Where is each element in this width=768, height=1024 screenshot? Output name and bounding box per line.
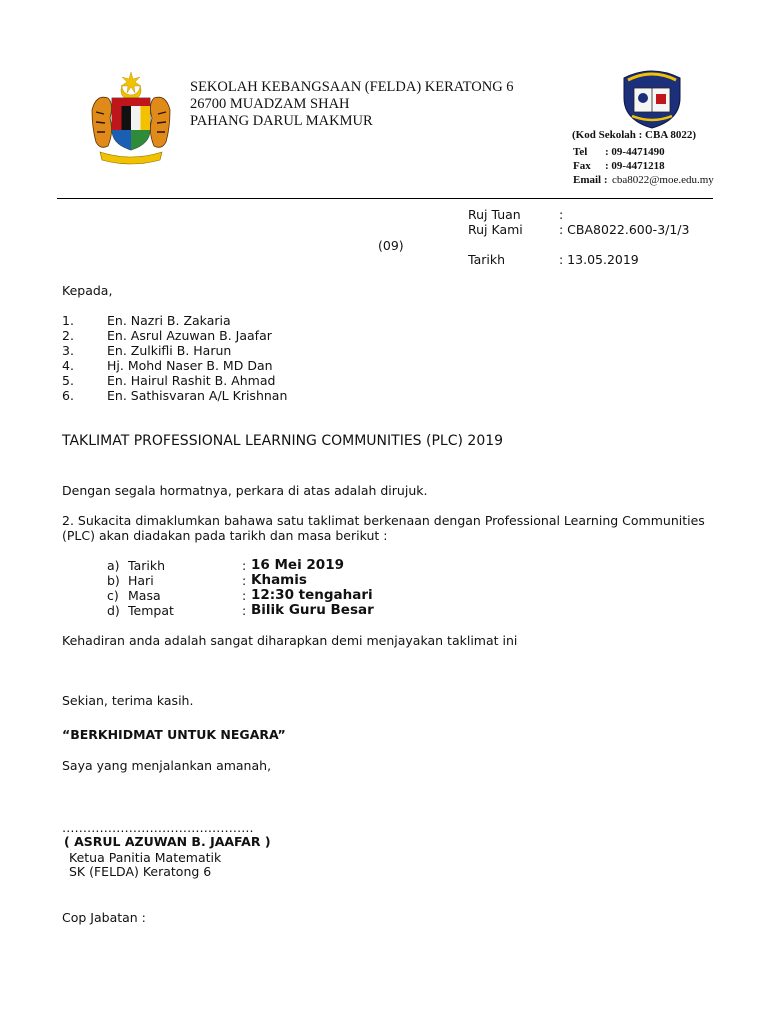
closing-text: Sekian, terima kasih. <box>62 693 194 708</box>
detail-value: Khamis <box>251 572 307 588</box>
email-value: cba8022@moe.edu.my <box>612 174 714 186</box>
letter-subject: TAKLIMAT PROFESSIONAL LEARNING COMMUNITIES (PLC) 2019 <box>62 433 504 449</box>
detail-value: 16 Mei 2019 <box>251 557 344 573</box>
signer-title: Ketua Panitia Matematik <box>69 850 222 865</box>
school-crest-icon <box>618 68 686 130</box>
recipient-name: En. Nazri B. Zakaria <box>107 313 231 328</box>
detail-letter: c) <box>107 588 119 603</box>
kepada-label: Kepada, <box>62 283 113 298</box>
tel-value: : 09-4471490 <box>605 146 665 158</box>
fax-label: Fax <box>573 160 591 172</box>
school-name: SEKOLAH KEBANGSAAN (FELDA) KERATONG 6 <box>190 79 514 95</box>
ruj-tuan-label: Ruj Tuan <box>468 207 521 222</box>
paragraph-2-line-1: 2. Sukacita dimaklumkan bahawa satu taklimat berkenaan dengan Professional Learning Communities <box>62 513 705 528</box>
recipient-number: 4. <box>62 358 74 373</box>
recipient-number: 1. <box>62 313 74 328</box>
detail-label: Tempat <box>128 603 174 618</box>
detail-label: Tarikh <box>128 558 165 573</box>
detail-label: Masa <box>128 588 161 603</box>
recipient-number: 2. <box>62 328 74 343</box>
recipient-number: 3. <box>62 343 74 358</box>
recipient-name: Hj. Mohd Naser B. MD Dan <box>107 358 273 373</box>
recipient-number: 5. <box>62 373 74 388</box>
malaysia-coat-of-arms-icon <box>88 70 174 166</box>
detail-value: 12:30 tengahari <box>251 587 373 603</box>
detail-colon: : <box>242 558 247 573</box>
detail-letter: b) <box>107 573 120 588</box>
email-label: Email : <box>573 174 608 186</box>
school-postcode-city: 26700 MUADZAM SHAH <box>190 96 350 112</box>
header-divider <box>57 198 713 199</box>
detail-colon: : <box>242 588 247 603</box>
tarikh-value: : 13.05.2019 <box>559 252 639 267</box>
fax-value: : 09-4471218 <box>605 160 665 172</box>
signer-name: ( ASRUL AZUWAN B. JAAFAR ) <box>64 834 271 849</box>
paragraph-1: Dengan segala hormatnya, perkara di atas adalah dirujuk. <box>62 483 428 498</box>
recipient-name: En. Sathisvaran A/L Krishnan <box>107 388 288 403</box>
reference-code: (09) <box>378 238 404 253</box>
kod-sekolah: (Kod Sekolah : CBA 8022) <box>572 129 697 141</box>
paragraph-2-line-2: (PLC) akan diadakan pada tarikh dan masa berikut : <box>62 528 388 543</box>
motto: “BERKHIDMAT UNTUK NEGARA” <box>62 727 286 742</box>
detail-letter: a) <box>107 558 120 573</box>
recipient-name: En. Hairul Rashit B. Ahmad <box>107 373 276 388</box>
recipient-number: 6. <box>62 388 74 403</box>
detail-colon: : <box>242 573 247 588</box>
signature-line: ………………………………………. <box>62 820 254 835</box>
recipient-name: En. Zulkifli B. Harun <box>107 343 232 358</box>
detail-letter: d) <box>107 603 120 618</box>
amanah-text: Saya yang menjalankan amanah, <box>62 758 272 773</box>
ruj-tuan-value: : <box>559 207 564 222</box>
recipient-name: En. Asrul Azuwan B. Jaafar <box>107 328 272 343</box>
school-state: PAHANG DARUL MAKMUR <box>190 113 373 129</box>
detail-value: Bilik Guru Besar <box>251 602 374 618</box>
ruj-kami-value: : CBA8022.600-3/1/3 <box>559 222 690 237</box>
detail-colon: : <box>242 603 247 618</box>
tel-label: Tel <box>573 146 588 158</box>
cop-jabatan: Cop Jabatan : <box>62 910 146 925</box>
paragraph-3: Kehadiran anda adalah sangat diharapkan demi menjayakan taklimat ini <box>62 633 518 648</box>
ruj-kami-label: Ruj Kami <box>468 222 523 237</box>
signer-school: SK (FELDA) Keratong 6 <box>69 864 212 879</box>
tarikh-label: Tarikh <box>468 252 505 267</box>
detail-label: Hari <box>128 573 154 588</box>
